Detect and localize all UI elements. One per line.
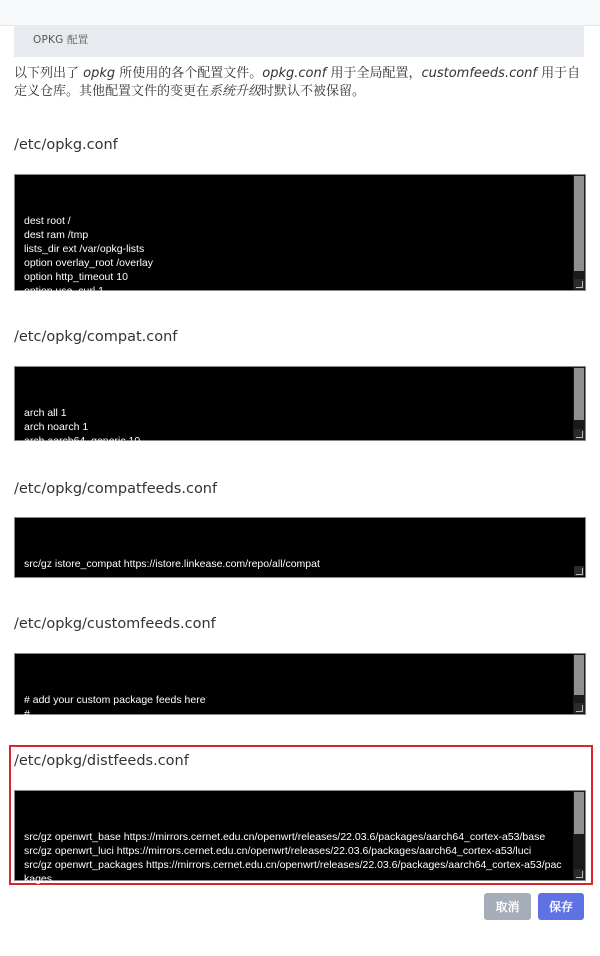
editor-content: dest root / dest ram /tmp lists_dir ext /var/opkg-lists option overlay_root /overlay option http_timeout 10 option use_curl 1 option check_signature: [24, 215, 153, 311]
editor-distfeeds-conf[interactable]: [14, 790, 586, 885]
file-title-compatfeeds-conf: /etc/opkg/compatfeeds.conf: [14, 481, 218, 497]
editor-compatfeeds-conf[interactable]: [14, 517, 586, 578]
description-text: 用于自定义仓库。其他配置文件的变更在: [14, 66, 581, 99]
section-tab: [14, 25, 584, 57]
resize-handle-icon[interactable]: [574, 703, 584, 713]
scrollbar[interactable]: [573, 791, 585, 880]
description-text: 时默认不被保留。: [261, 84, 366, 99]
description-term: customfeeds.conf: [421, 66, 537, 81]
editor-content: # add your custom package feeds here # # src/gz example_feed_name http://www.example.com/path/to/files: [24, 694, 336, 734]
cancel-button[interactable]: 取消: [484, 893, 531, 920]
resize-handle-icon[interactable]: [574, 429, 584, 439]
file-title-compat-conf: /etc/opkg/compat.conf: [14, 329, 178, 345]
editor-content: arch all 1 arch noarch 1 arch aarch64_generic 10 arch aarch64_cortex-a53 15: [24, 407, 156, 461]
editor-opkg-conf[interactable]: [14, 174, 586, 311]
description: [14, 65, 584, 101]
scrollbar[interactable]: [573, 175, 585, 290]
scroll-thumb[interactable]: [574, 176, 584, 271]
description-term: opkg.conf: [262, 66, 327, 81]
scroll-thumb[interactable]: [574, 655, 584, 695]
description-term: 系统升级: [209, 84, 262, 99]
description-text: 用于全局配置，: [326, 66, 422, 81]
file-title-opkg-conf: /etc/opkg.conf: [14, 137, 118, 153]
resize-handle-icon[interactable]: [574, 566, 584, 576]
editor-compat-conf[interactable]: [14, 366, 586, 461]
editor-content: src/gz istore_compat https://istore.linkease.com/repo/all/compat: [24, 558, 320, 570]
tab-label: OPKG 配置: [33, 34, 89, 46]
resize-handle-icon[interactable]: [574, 869, 584, 879]
resize-handle-icon[interactable]: [574, 279, 584, 289]
editor-content: src/gz openwrt_base https://mirrors.cernet.edu.cn/openwrt/releases/22.03.6/packages/aarch64_cortex-a53/base src/gz openwrt_luci https://mirrors.cernet.edu.cn/openwrt/releases/22.03.6/packages/aarch64_cortex-a53/luci src/gz openwrt_packages https://mirrors.cernet.edu.cn/openwrt/releases/22.03.6/packages/aarch64_cortex-a53/packages: [24, 831, 562, 885]
file-title-distfeeds-conf: /etc/opkg/distfeeds.conf: [14, 753, 189, 769]
scroll-thumb[interactable]: [574, 792, 584, 834]
top-bar: [0, 0, 600, 26]
save-button[interactable]: 保存: [538, 893, 584, 920]
scroll-thumb[interactable]: [574, 368, 584, 420]
description-text: 所使用的各个配置文件。: [115, 66, 263, 81]
file-title-customfeeds-conf: /etc/opkg/customfeeds.conf: [14, 616, 216, 632]
editor-customfeeds-conf[interactable]: [14, 653, 586, 734]
description-text: 以下列出了: [14, 66, 84, 81]
description-term: opkg: [83, 66, 116, 81]
